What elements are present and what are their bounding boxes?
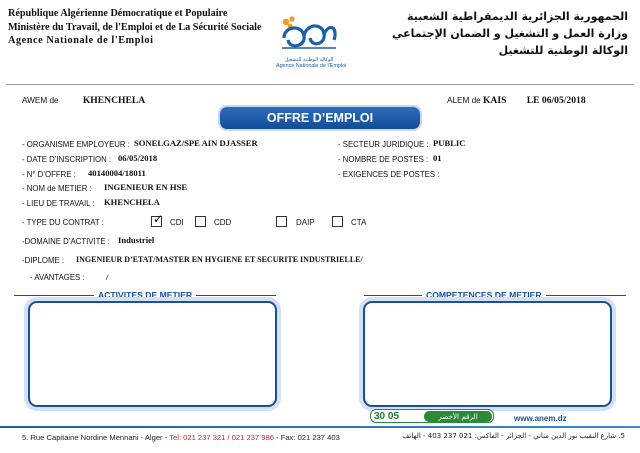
competences-title: COMPETENCES DE METIER <box>422 290 546 300</box>
awem-value: KHENCHELA <box>82 95 146 106</box>
footer-arabic-address: 5. شارع النقيب نور الدين مناني - الجزائر - الفاكس: 021 237 403 - الهاتف <box>402 432 625 440</box>
competences-panel[interactable] <box>363 301 612 407</box>
avantages-value: / <box>106 272 109 282</box>
daip-label: DAIP <box>296 218 315 227</box>
alem-label: ALEM de <box>447 96 481 105</box>
green-number-box <box>370 409 494 423</box>
cta-label: CTA <box>351 218 367 227</box>
exigences-label: - EXIGENCES DE POSTES : <box>338 170 440 179</box>
organisme-value: SONELGAZ/SPE AIN DJASSER <box>134 138 258 148</box>
green-number-label: الرقم الأخضر <box>424 411 492 422</box>
activites-panel[interactable] <box>28 301 277 407</box>
domaine-value: Industriel <box>118 235 155 245</box>
secteur-label: - SECTEUR JURIDIQUE : <box>338 140 429 149</box>
date-value: 06/05/2018 <box>118 153 158 163</box>
footer-bar <box>0 426 640 428</box>
header-agency: Agence Nationale de l'Emploi <box>8 35 154 46</box>
postes-value: 01 <box>433 153 442 163</box>
cta-checkbox[interactable] <box>332 216 343 227</box>
checkmark-icon: ✓ <box>153 212 164 226</box>
anem-logo-icon <box>276 8 342 56</box>
contrat-label: - TYPE DU CONTRAT : <box>22 218 104 227</box>
offre-value: 40140004/18011 <box>88 168 146 178</box>
logo-arabic-name: الوكالة الوطنية للتشغيل <box>284 57 334 63</box>
header-arabic <box>378 8 628 59</box>
avantages-label: - AVANTAGES : <box>30 273 85 282</box>
lieu-value: KHENCHELA <box>104 197 160 207</box>
offer-title-banner: OFFRE D’EMPLOI <box>220 107 420 129</box>
anem-logo <box>276 8 347 76</box>
header-divider <box>6 84 634 85</box>
cdd-checkbox[interactable] <box>195 216 206 227</box>
header-ministry: Ministère du Travail, de l'Emploi et de La Sécurité Sociale <box>8 21 262 33</box>
metier-label: - NOM de METIER : <box>22 184 92 193</box>
footer-address <box>22 433 340 442</box>
metier-value: INGENIEUR EN HSE <box>104 182 188 192</box>
header-arabic-republic: الجمهورية الجزائرية الديمقراطية الشعبية <box>407 10 628 23</box>
diplome-value: INGENIEUR D’ETAT/MASTER EN HYGIENE ET SECURITE INDUSTRIELLE/ <box>76 255 363 264</box>
footer-fax: Fax: 021 237 403 <box>280 433 340 442</box>
footer-tel: Tel: 021 237 321 / 021 237 986 <box>169 433 274 442</box>
lieu-label: - LIEU DE TRAVAIL : <box>22 199 95 208</box>
organisme-label: - ORGANISME EMPLOYEUR : <box>22 140 130 149</box>
logo-french-name: Agence Nationale de l'Emploi <box>276 63 347 69</box>
alem-value: KAIS <box>482 95 507 106</box>
diplome-label: -DIPLOME : <box>22 256 65 265</box>
postes-label: - NOMBRE DE POSTES : <box>338 155 429 164</box>
green-number: 30 05 <box>374 411 400 422</box>
date-label: - DATE D’INSCRIPTION : <box>22 155 112 164</box>
cdi-checkbox[interactable] <box>151 212 164 227</box>
header-republic: République Algérienne Démocratique et Populaire <box>8 8 228 19</box>
domaine-label: -DOMAINE D’ACTIVITE : <box>22 237 110 246</box>
header-arabic-agency: الوكالة الوطنية للتشغيل <box>498 44 628 57</box>
offer-date: LE 06/05/2018 <box>526 95 586 106</box>
header-french <box>8 7 262 48</box>
footer-fax-sep: - <box>276 433 281 442</box>
awem-info <box>22 95 145 106</box>
header-arabic-ministry: وزارة العمل و التشغيل و الضمان الإجتماعي <box>392 27 628 40</box>
cdd-label: CDD <box>214 218 232 227</box>
cdi-label: CDI <box>170 218 184 227</box>
offre-label: - N° D’OFFRE : <box>22 170 76 179</box>
website-link[interactable]: www.anem.dz <box>514 414 567 423</box>
daip-checkbox[interactable] <box>276 216 287 227</box>
awem-label: AWEM de <box>22 96 59 105</box>
footer-street: 5. Rue Capitaine Nordine Mennani - Alger - <box>22 433 168 442</box>
activites-title: ACTIVITES DE METIER <box>94 290 196 300</box>
alem-info <box>447 95 586 106</box>
secteur-value: PUBLIC <box>433 138 466 148</box>
